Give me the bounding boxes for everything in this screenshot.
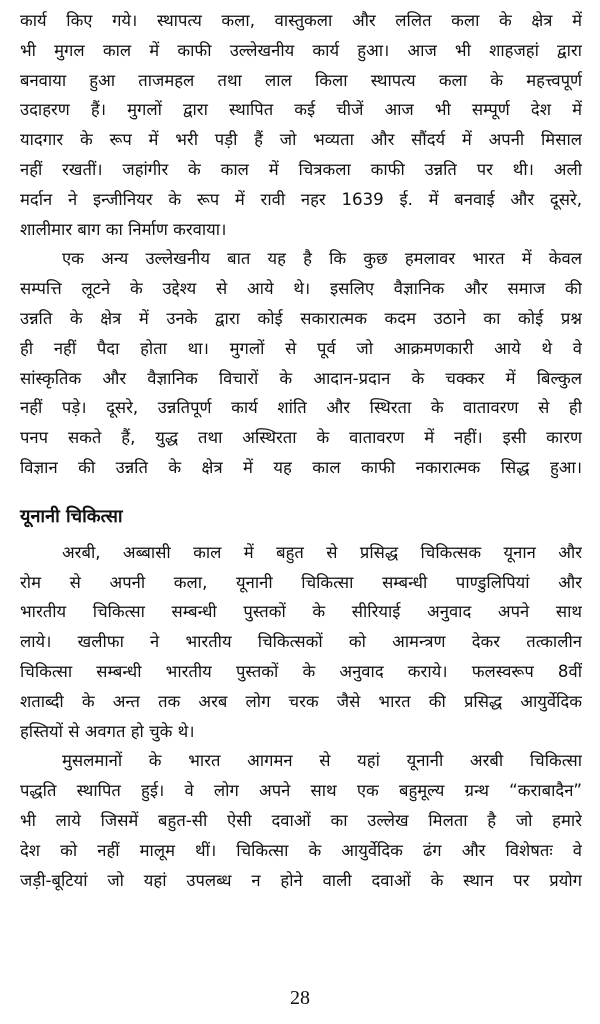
paragraph-unani-in-india	[20, 746, 582, 895]
paragraph-arab-physicians	[20, 538, 582, 747]
text-line: बनवाया हुआ ताजमहल तथा लाल किला स्थापत्य कला के महत्त्वपूर्ण	[20, 70, 582, 90]
text-line: जड़ी-बूटियां जो यहां उपलब्ध न होने वाली दवाओं के स्थान पर प्रयोग	[20, 870, 582, 890]
text-line: शालीमार बाग का निर्माण करवाया।	[20, 219, 227, 239]
text-line: नहीं रखतीं। जहांगीर के काल में चित्रकला काफी उन्नति पर थी। अली	[20, 159, 582, 179]
text-line: विज्ञान की उन्नति के क्षेत्र में यह काल काफी नकारात्मक सिद्ध हुआ।	[20, 457, 582, 477]
book-page	[20, 6, 582, 895]
text-line: हस्तियों से अवगत हो चुके थे।	[20, 721, 195, 741]
text-line: उदाहरण हैं। मुगलों द्वारा स्थापित कई चीजें आज भी सम्पूर्ण देश में	[20, 100, 582, 120]
text-line: भी लाये जिसमें बहुत-सी ऐसी दवाओं का उल्लेख मिलता है जो हमारे	[20, 810, 582, 830]
text-line: रोम से अपनी कला, यूनानी चिकित्सा सम्बन्धी पाण्डुलिपियां और	[20, 572, 582, 592]
paragraph-mughal-architecture	[20, 6, 582, 244]
text-line: कार्य किए गये। स्थापत्य कला, वास्तुकला और ललित कला के क्षेत्र में	[20, 11, 582, 30]
text-line: मर्दान ने इन्जीनियर के रूप में रावी नहर 1639 ई. में बनवाई और दूसरे,	[20, 189, 582, 209]
text-line: लाये। खलीफा ने भारतीय चिकित्सकों को आमन्त्रण देकर तत्कालीन	[20, 632, 582, 652]
text-line: सांस्कृतिक और वैज्ञानिक विचारों के आदान-प्रदान के चक्कर में बिल्कुल	[20, 368, 582, 388]
text-line: अरबी, अब्बासी काल में बहुत से प्रसिद्ध चिकित्सक यूनान और	[62, 542, 582, 562]
text-line: एक अन्य उल्लेखनीय बात यह है कि कुछ हमलावर भारत में केवल	[62, 249, 582, 269]
text-line: देश को नहीं मालूम थीं। चिकित्सा के आयुर्वेदिक ढंग और विशेषतः वे	[20, 840, 582, 860]
text-line: सम्पत्ति लूटने के उद्देश्य से आये थे। इसलिए वैज्ञानिक और समाज की	[20, 279, 582, 299]
text-line: पद्धति स्थापित हुई। वे लोग अपने साथ एक बहुमूल्य ग्रन्थ “कराबादैन”	[20, 781, 582, 801]
page-number: 28	[290, 987, 310, 1009]
text-line: यादगार के रूप में भरी पड़ी हैं जो भव्यता और सौंदर्य में अपनी मिसाल	[20, 130, 582, 150]
section-heading: यूनानी चिकित्सा	[20, 505, 123, 527]
text-line: चिकित्सा सम्बन्धी भारतीय पुस्तकों के अनुवाद कराये। फलस्वरूप 8वीं	[20, 661, 582, 681]
text-line: भारतीय चिकित्सा सम्बन्धी पुस्तकों के सीरियाई अनुवाद अपने साथ	[20, 602, 582, 622]
paragraph-invaders	[20, 244, 582, 482]
text-line: शताब्दी के अन्त तक अरब लोग चरक जैसे भारत की प्रसिद्ध आयुर्वेदिक	[20, 691, 582, 711]
text-line: नहीं पड़े। दूसरे, उन्नतिपूर्ण कार्य शांति और स्थिरता के वातावरण से ही	[20, 398, 582, 418]
text-line: ही नहीं पैदा होता था। मुगलों से पूर्व जो आक्रमणकारी आये थे वे	[20, 338, 582, 358]
text-line: पनप सकते हैं, युद्ध तथा अस्थिरता के वातावरण में नहीं। इसी कारण	[20, 428, 582, 448]
text-line: भी मुगल काल में काफी उल्लेखनीय कार्य हुआ। आज भी शाहजहां द्वारा	[20, 40, 582, 60]
text-line: उन्नति के क्षेत्र में उनके द्वारा कोई सकारात्मक कदम उठाने का कोई प्रश्न	[20, 308, 582, 328]
text-line: मुसलमानों के भारत आगमन से यहां यूनानी अरबी चिकित्सा	[62, 751, 582, 771]
